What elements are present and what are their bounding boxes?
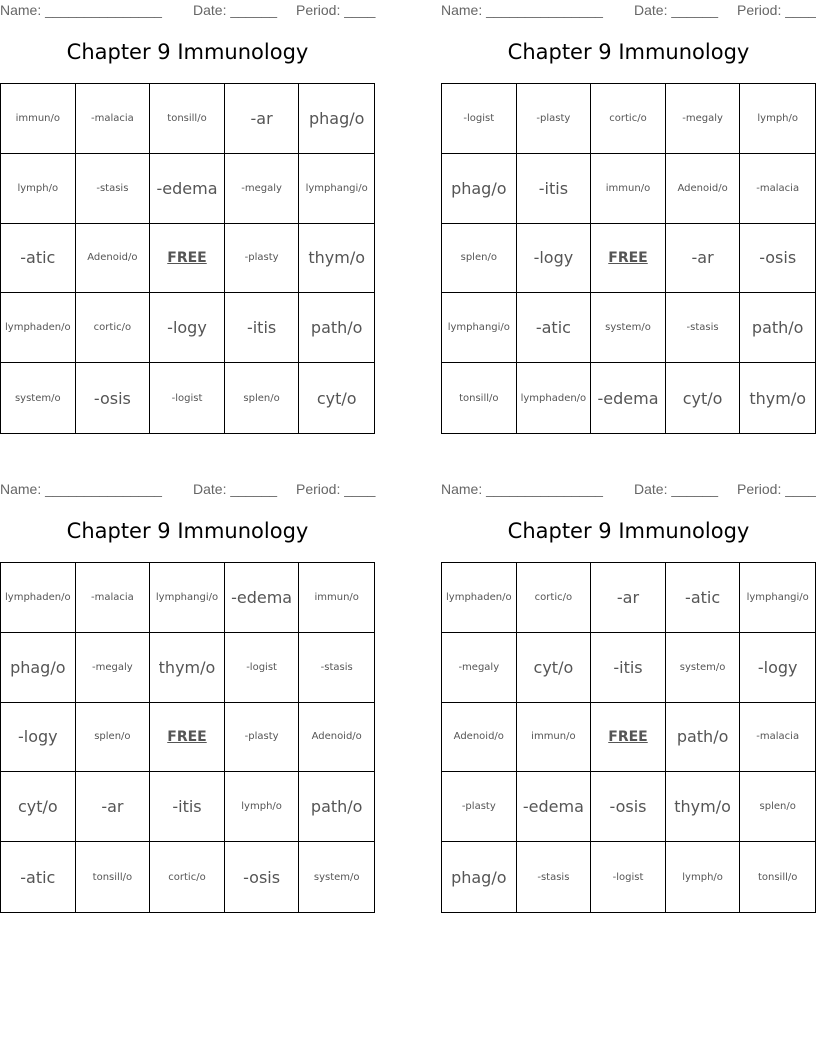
bingo-cell: cortic/o	[591, 84, 666, 154]
bingo-cell: lymph/o	[1, 154, 76, 224]
period-label: Period: ____	[296, 2, 376, 18]
bingo-cell: -logy	[150, 293, 225, 363]
bingo-cell: splen/o	[740, 772, 815, 842]
bingo-cell: Adenoid/o	[299, 703, 374, 773]
card-title: Chapter 9 Immunology	[66, 40, 309, 64]
bingo-cell: path/o	[666, 703, 741, 773]
bingo-cell: -osis	[740, 224, 815, 294]
bingo-cell: system/o	[313, 871, 360, 883]
bingo-cell: splen/o	[225, 363, 300, 433]
bingo-cell: thym/o	[299, 224, 374, 294]
free-space: FREE	[150, 224, 225, 294]
bingo-cell: immun/o	[517, 703, 592, 773]
bingo-cell: -malacia	[76, 84, 151, 154]
bingo-cell: cyt/o	[517, 633, 592, 703]
card-header	[441, 481, 816, 499]
bingo-cell: cortic/o	[76, 293, 151, 363]
bingo-cell: lymphaden/o	[517, 363, 592, 433]
bingo-cell: splen/o	[76, 703, 151, 773]
bingo-cell: -edema	[591, 363, 666, 433]
bingo-cell: -malacia	[76, 563, 151, 633]
bingo-cell: Adenoid/o	[666, 154, 741, 224]
bingo-cell: Adenoid/o	[76, 224, 151, 294]
card-title: Chapter 9 Immunology	[507, 40, 750, 64]
bingo-cell: -osis	[225, 842, 300, 912]
bingo-cell: cortic/o	[517, 563, 592, 633]
bingo-cell: -ar	[591, 563, 666, 633]
bingo-cell: cyt/o	[1, 772, 76, 842]
bingo-cell: phag/o	[442, 154, 517, 224]
bingo-cell: -plasty	[225, 703, 300, 773]
name-label: Name: _______________	[0, 481, 162, 497]
bingo-cell: -logy	[517, 224, 592, 294]
bingo-cell: lymph/o	[666, 842, 741, 912]
bingo-cell: system/o	[1, 363, 76, 433]
bingo-cell: -megaly	[76, 633, 151, 703]
bingo-cell: -ar	[76, 772, 151, 842]
bingo-cell: system/o	[666, 633, 741, 703]
bingo-cell: lymph/o	[740, 84, 815, 154]
bingo-cell: -stasis	[299, 633, 374, 703]
bingo-cell: system/o	[591, 293, 666, 363]
bingo-cell: -logy	[740, 633, 815, 703]
date-label: Date: ______	[634, 481, 719, 497]
bingo-cell: -logist	[442, 84, 517, 154]
bingo-cell: -stasis	[76, 154, 151, 224]
date-label: Date: ______	[634, 2, 719, 18]
bingo-cell: -plasty	[442, 772, 517, 842]
bingo-cell: -itis	[591, 633, 666, 703]
date-label: Date: ______	[193, 481, 278, 497]
period-label: Period: ____	[296, 481, 376, 497]
name-label: Name: _______________	[441, 2, 603, 18]
bingo-cell: -atic	[517, 293, 592, 363]
bingo-cell: -atic	[666, 563, 741, 633]
bingo-cell: thym/o	[150, 633, 225, 703]
bingo-cell: -malacia	[740, 154, 815, 224]
bingo-cell: -logist	[591, 842, 666, 912]
bingo-cell: -logy	[1, 703, 76, 773]
bingo-cell: phag/o	[442, 842, 517, 912]
bingo-grid	[441, 562, 816, 913]
bingo-grid	[441, 83, 816, 434]
bingo-cell: path/o	[299, 293, 374, 363]
bingo-cell: -osis	[591, 772, 666, 842]
period-label: Period: ____	[737, 481, 816, 497]
bingo-cell: -logist	[225, 633, 300, 703]
bingo-cell: -itis	[225, 293, 300, 363]
bingo-cell: -edema	[225, 563, 300, 633]
date-label: Date: ______	[193, 2, 278, 18]
bingo-cell: -ar	[666, 224, 741, 294]
free-space: FREE	[591, 224, 666, 294]
bingo-card	[0, 0, 375, 432]
bingo-cell: tonsill/o	[442, 363, 517, 433]
bingo-cell: lymphaden/o	[1, 293, 76, 363]
bingo-grid	[0, 83, 375, 434]
bingo-cell: lymphaden/o	[1, 563, 76, 633]
bingo-grid	[0, 562, 375, 913]
card-header	[0, 2, 375, 20]
free-space: FREE	[591, 703, 666, 773]
bingo-cell: -plasty	[225, 224, 300, 294]
bingo-cell: immun/o	[299, 563, 374, 633]
bingo-cell: -megaly	[225, 154, 300, 224]
bingo-cell: splen/o	[442, 224, 517, 294]
bingo-cell: -edema	[150, 154, 225, 224]
bingo-cell: tonsill/o	[150, 84, 225, 154]
card-title: Chapter 9 Immunology	[507, 519, 750, 543]
bingo-card	[441, 479, 816, 911]
bingo-cell: tonsill/o	[76, 842, 151, 912]
bingo-cell: -megaly	[442, 633, 517, 703]
bingo-cell: -malacia	[740, 703, 815, 773]
bingo-cell: -ar	[225, 84, 300, 154]
bingo-card	[441, 0, 816, 432]
bingo-cell: thym/o	[749, 388, 807, 408]
bingo-cell: cyt/o	[316, 388, 357, 408]
bingo-cell: immun/o	[1, 84, 76, 154]
bingo-cell: -megaly	[666, 84, 741, 154]
card-header	[441, 2, 816, 20]
bingo-cell: immun/o	[591, 154, 666, 224]
name-label: Name: _______________	[0, 2, 162, 18]
bingo-card	[0, 479, 375, 911]
bingo-cell: -atic	[1, 842, 76, 912]
bingo-cell: cyt/o	[666, 363, 741, 433]
bingo-cell: -stasis	[666, 293, 741, 363]
bingo-cell: -atic	[1, 224, 76, 294]
bingo-cell: cortic/o	[150, 842, 225, 912]
bingo-cell: path/o	[740, 293, 815, 363]
bingo-cell: -itis	[517, 154, 592, 224]
bingo-cell: lymphangi/o	[442, 293, 517, 363]
bingo-cell: lymphaden/o	[442, 563, 517, 633]
bingo-cell: lymph/o	[225, 772, 300, 842]
bingo-cell: thym/o	[666, 772, 741, 842]
bingo-cell: phag/o	[1, 633, 76, 703]
bingo-cell: lymphangi/o	[150, 563, 225, 633]
bingo-cell: -plasty	[517, 84, 592, 154]
bingo-cell: -edema	[517, 772, 592, 842]
bingo-cell: tonsill/o	[757, 871, 798, 883]
bingo-cell: Adenoid/o	[442, 703, 517, 773]
bingo-cell: -stasis	[517, 842, 592, 912]
bingo-cell: phag/o	[299, 84, 374, 154]
bingo-cell: -logist	[150, 363, 225, 433]
card-header	[0, 481, 375, 499]
bingo-cell: -osis	[76, 363, 151, 433]
bingo-cell: -itis	[150, 772, 225, 842]
period-label: Period: ____	[737, 2, 816, 18]
bingo-cell: lymphangi/o	[299, 154, 374, 224]
card-title: Chapter 9 Immunology	[66, 519, 309, 543]
bingo-cell: lymphangi/o	[740, 563, 815, 633]
bingo-cell: path/o	[299, 772, 374, 842]
free-space: FREE	[150, 703, 225, 773]
name-label: Name: _______________	[441, 481, 603, 497]
